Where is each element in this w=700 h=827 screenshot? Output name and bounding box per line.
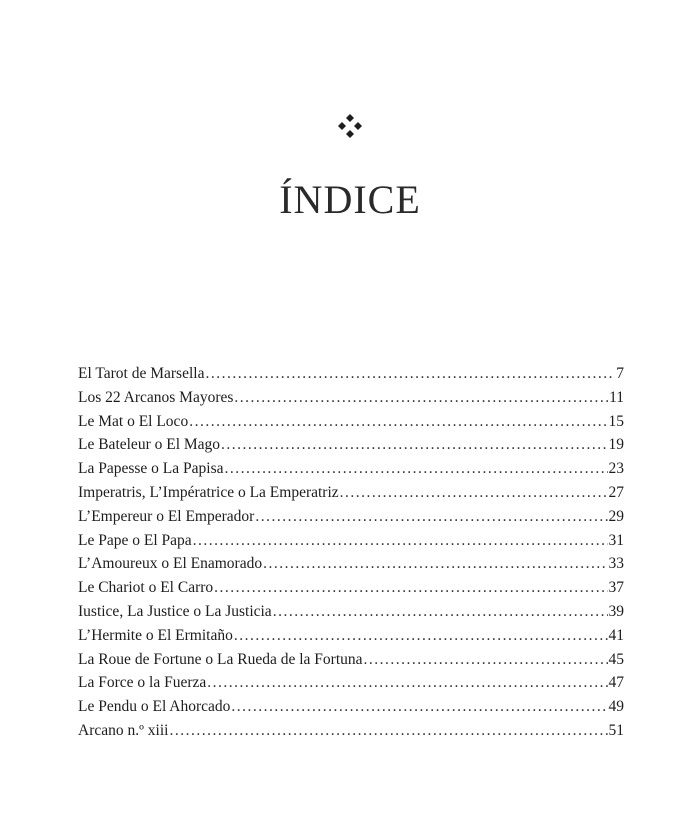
toc-entry[interactable] — [78, 552, 624, 576]
toc-entry-page: 37 — [608, 579, 624, 597]
toc-entry-page: 15 — [608, 412, 624, 430]
toc-entry-page: 45 — [608, 650, 624, 668]
toc-entry[interactable] — [78, 529, 624, 553]
toc-entry[interactable] — [78, 648, 624, 672]
dot-leader — [364, 648, 608, 672]
toc-entry[interactable] — [78, 410, 624, 434]
toc-entry-page: 47 — [608, 674, 624, 692]
toc-entry-label: La Force o la Fuerza — [78, 674, 207, 692]
toc-entry-label: Le Bateleur o El Mago — [78, 436, 221, 454]
toc-entry-page: 41 — [608, 626, 624, 644]
toc-entry[interactable] — [78, 671, 624, 695]
toc-entry-page: 51 — [608, 721, 624, 739]
toc-entry-label: La Papesse o La Papisa — [78, 460, 224, 478]
toc-entry-label: Imperatris, L’Impératrice o La Emperatriz — [78, 483, 339, 501]
toc-entry[interactable] — [78, 481, 624, 505]
toc-entry[interactable] — [78, 505, 624, 529]
dot-leader — [214, 576, 607, 600]
toc-entry-label: Arcano n.º xiii — [78, 721, 169, 739]
dot-leader — [263, 552, 607, 576]
toc-entry-page: 27 — [608, 483, 624, 501]
toc-entry-page: 31 — [608, 531, 624, 549]
toc-entry-page: 11 — [609, 388, 624, 406]
toc-entry-page: 23 — [608, 460, 624, 478]
toc-entry[interactable] — [78, 624, 624, 648]
toc-entry-label: La Roue de Fortune o La Rueda de la Fortuna — [78, 650, 363, 668]
toc-entry-page: 29 — [608, 507, 624, 525]
dot-leader — [193, 529, 608, 553]
toc-entry[interactable] — [78, 576, 624, 600]
toc-entry-label: Le Pendu o El Ahorcado — [78, 698, 231, 716]
dot-leader — [221, 433, 607, 457]
toc-entry-label: L’Empereur o El Emperador — [78, 507, 255, 525]
toc-entry-label: Le Pape o El Papa — [78, 531, 192, 549]
dot-leader — [205, 362, 615, 386]
toc-entry-page: 7 — [616, 365, 624, 382]
table-of-contents — [78, 362, 624, 743]
toc-entry[interactable] — [78, 457, 624, 481]
toc-entry[interactable] — [78, 362, 624, 386]
dot-leader — [231, 695, 607, 719]
toc-entry-page: 49 — [608, 698, 624, 716]
toc-entry-label: L’Amoureux o El Enamorado — [78, 555, 263, 573]
toc-entry-page: 33 — [608, 555, 624, 573]
toc-entry-page: 39 — [608, 602, 624, 620]
four-diamond-ornament-icon — [335, 111, 365, 141]
toc-entry[interactable] — [78, 695, 624, 719]
dot-leader — [340, 481, 608, 505]
toc-entry[interactable] — [78, 719, 624, 743]
dot-leader — [234, 386, 608, 410]
dot-leader — [207, 671, 607, 695]
toc-entry-label: Iustice, La Justice o La Justicia — [78, 602, 272, 620]
toc-entry[interactable] — [78, 600, 624, 624]
toc-entry-label: Los 22 Arcanos Mayores — [78, 388, 234, 406]
dot-leader — [273, 600, 608, 624]
toc-entry-label: Le Mat o El Loco — [78, 412, 189, 430]
toc-entry-label: Le Chariot o El Carro — [78, 579, 214, 597]
toc-entry-page: 19 — [608, 436, 624, 454]
dot-leader — [255, 505, 607, 529]
toc-entry-label: El Tarot de Marsella — [78, 365, 205, 382]
dot-leader — [169, 719, 607, 743]
toc-entry[interactable] — [78, 386, 624, 410]
dot-leader — [189, 410, 607, 434]
dot-leader — [234, 624, 608, 648]
dot-leader — [225, 457, 608, 481]
page-title: ÍNDICE — [279, 176, 421, 222]
toc-entry[interactable] — [78, 433, 624, 457]
toc-entry-label: L’Hermite o El Ermitaño — [78, 626, 233, 644]
